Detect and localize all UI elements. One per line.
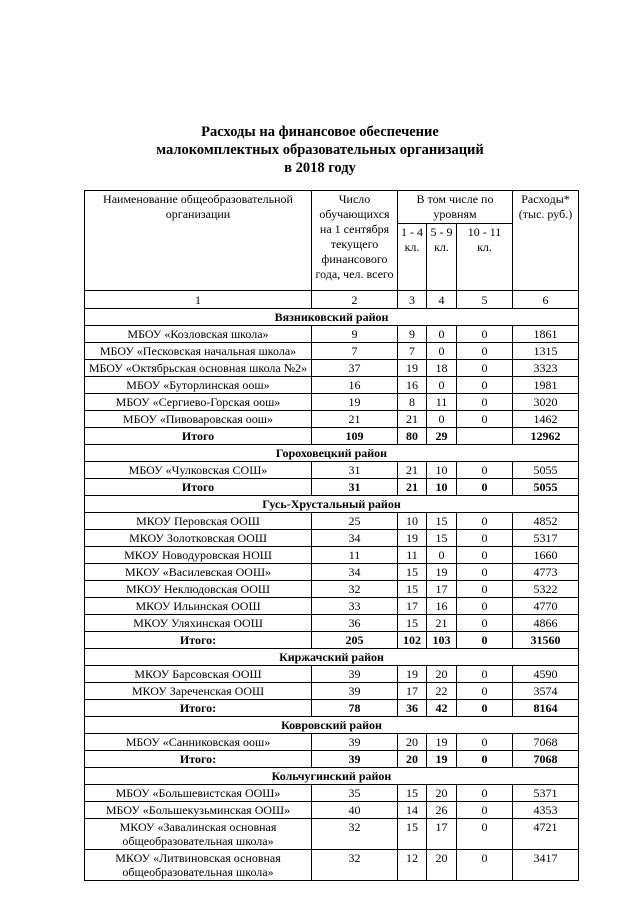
school-name: МКОУ Неклюдовская ООШ (85, 581, 312, 598)
table-row (85, 666, 579, 683)
cell-value: 0 (457, 683, 513, 700)
title-line-1: Расходы на финансовое обеспечение (201, 124, 439, 140)
table-row (85, 377, 579, 394)
cell-value: 15 (427, 513, 457, 530)
table-row (85, 785, 579, 802)
cell-value: 16 (312, 377, 398, 394)
cell-value: 36 (312, 615, 398, 632)
cell-value: 37 (312, 360, 398, 377)
cell-value: 0 (457, 819, 513, 850)
total-value: 10 (427, 479, 457, 496)
table-body (85, 309, 579, 881)
cell-value: 39 (312, 666, 398, 683)
school-name: МКОУ «Василевская ООШ» (85, 564, 312, 581)
cell-value: 20 (427, 850, 457, 881)
total-row (85, 428, 579, 445)
cell-value: 0 (457, 394, 513, 411)
cell-value: 0 (457, 547, 513, 564)
header-name: Наименование общеобразовательной организации (85, 191, 312, 291)
school-name: МКОУ Новодуровская НОШ (85, 547, 312, 564)
cell-value: 21 (312, 411, 398, 428)
school-name: МКОУ Зареченская ООШ (85, 683, 312, 700)
total-row (85, 700, 579, 717)
cell-value: 0 (457, 326, 513, 343)
table-row (85, 615, 579, 632)
table-row (85, 360, 579, 377)
table-row (85, 683, 579, 700)
cell-value: 17 (427, 581, 457, 598)
cell-value: 39 (312, 734, 398, 751)
cell-value: 3020 (513, 394, 579, 411)
cell-value: 15 (398, 819, 427, 850)
cell-value: 32 (312, 581, 398, 598)
document-title (0, 123, 640, 177)
cell-value: 5322 (513, 581, 579, 598)
total-row (85, 632, 579, 649)
cell-value: 21 (398, 411, 427, 428)
cell-value: 1462 (513, 411, 579, 428)
school-name: МБОУ «Козловская школа» (85, 326, 312, 343)
cell-value: 11 (427, 394, 457, 411)
total-value: 205 (312, 632, 398, 649)
cell-value: 34 (312, 564, 398, 581)
total-label: Итого (85, 428, 312, 445)
cell-value: 0 (457, 734, 513, 751)
cell-value: 22 (427, 683, 457, 700)
school-name: МКОУ Перовская ООШ (85, 513, 312, 530)
table-row (85, 581, 579, 598)
total-value: 78 (312, 700, 398, 717)
column-number: 4 (427, 291, 457, 309)
district-header-row (85, 445, 579, 462)
total-value: 39 (312, 751, 398, 768)
cell-value: 7068 (513, 734, 579, 751)
district-name: Гусь-Хрустальный район (85, 496, 579, 513)
total-value (457, 428, 513, 445)
cell-value: 0 (457, 377, 513, 394)
cell-value: 0 (457, 615, 513, 632)
cell-value: 14 (398, 802, 427, 819)
cell-value: 0 (457, 802, 513, 819)
cell-value: 1981 (513, 377, 579, 394)
district-header-row (85, 309, 579, 326)
cell-value: 4773 (513, 564, 579, 581)
cell-value: 19 (398, 666, 427, 683)
total-value: 19 (427, 751, 457, 768)
cell-value: 9 (312, 326, 398, 343)
school-name: МКОУ Золотковская ООШ (85, 530, 312, 547)
cell-value: 1315 (513, 343, 579, 360)
district-name: Киржачский район (85, 649, 579, 666)
header-expenses: Расходы* (тыс. руб.) (513, 191, 579, 291)
cell-value: 7 (398, 343, 427, 360)
school-name: МБОУ «Сергиево-Горская оош» (85, 394, 312, 411)
cell-value: 20 (427, 785, 457, 802)
cell-value: 15 (427, 530, 457, 547)
table-row (85, 734, 579, 751)
school-name: МБОУ «Октябрьская основная школа №2» (85, 360, 312, 377)
district-header-row (85, 768, 579, 785)
cell-value: 0 (457, 785, 513, 802)
total-label: Итого: (85, 700, 312, 717)
cell-value: 0 (457, 581, 513, 598)
table-row (85, 802, 579, 819)
cell-value: 4852 (513, 513, 579, 530)
cell-value: 17 (398, 683, 427, 700)
cell-value: 7 (312, 343, 398, 360)
school-name: МБОУ «Пивоваровская оош» (85, 411, 312, 428)
cell-value: 12 (398, 850, 427, 881)
expenses-table (84, 190, 579, 881)
total-value: 0 (457, 751, 513, 768)
column-number: 2 (312, 291, 398, 309)
cell-value: 31 (312, 462, 398, 479)
cell-value: 0 (457, 530, 513, 547)
school-name: МКОУ Уляхинская ООШ (85, 615, 312, 632)
total-value: 0 (457, 700, 513, 717)
cell-value: 0 (457, 360, 513, 377)
school-name: МБОУ «Чулковская СОШ» (85, 462, 312, 479)
cell-value: 4590 (513, 666, 579, 683)
cell-value: 19 (398, 530, 427, 547)
school-name: МКОУ Барсовская ООШ (85, 666, 312, 683)
school-name: МБОУ «Большекузьминская ООШ» (85, 802, 312, 819)
cell-value: 19 (427, 564, 457, 581)
total-label: Итого (85, 479, 312, 496)
cell-value: 1660 (513, 547, 579, 564)
cell-value: 40 (312, 802, 398, 819)
cell-value: 34 (312, 530, 398, 547)
column-number: 5 (457, 291, 513, 309)
table-row (85, 326, 579, 343)
table-row (85, 411, 579, 428)
cell-value: 3574 (513, 683, 579, 700)
cell-value: 0 (457, 462, 513, 479)
table-row (85, 394, 579, 411)
cell-value: 39 (312, 683, 398, 700)
district-name: Гороховецкий район (85, 445, 579, 462)
district-header-row (85, 717, 579, 734)
cell-value: 0 (457, 513, 513, 530)
total-value: 0 (457, 479, 513, 496)
total-label: Итого: (85, 632, 312, 649)
header-level-5-9: 5 - 9 кл. (427, 224, 457, 291)
cell-value: 8 (398, 394, 427, 411)
cell-value: 11 (398, 547, 427, 564)
total-value: 21 (398, 479, 427, 496)
column-number: 1 (85, 291, 312, 309)
cell-value: 0 (427, 326, 457, 343)
total-value: 36 (398, 700, 427, 717)
table-row (85, 513, 579, 530)
total-value: 20 (398, 751, 427, 768)
cell-value: 0 (427, 343, 457, 360)
cell-value: 15 (398, 581, 427, 598)
cell-value: 9 (398, 326, 427, 343)
cell-value: 21 (427, 615, 457, 632)
total-value: 31 (312, 479, 398, 496)
cell-value: 3323 (513, 360, 579, 377)
total-value: 102 (398, 632, 427, 649)
cell-value: 26 (427, 802, 457, 819)
cell-value: 25 (312, 513, 398, 530)
cell-value: 0 (457, 411, 513, 428)
school-name: МКОУ «Литвиновская основная общеобразовательная школа» (85, 850, 312, 881)
cell-value: 10 (398, 513, 427, 530)
total-value: 31560 (513, 632, 579, 649)
school-name: МКОУ «Завалинская основная общеобразовательная школа» (85, 819, 312, 850)
school-name: МКОУ Ильинская ООШ (85, 598, 312, 615)
cell-value: 0 (427, 411, 457, 428)
school-name: МБОУ «Песковская начальная школа» (85, 343, 312, 360)
cell-value: 19 (427, 734, 457, 751)
cell-value: 5317 (513, 530, 579, 547)
district-header-row (85, 496, 579, 513)
district-name: Вязниковский район (85, 309, 579, 326)
table-row (85, 819, 579, 850)
cell-value: 4770 (513, 598, 579, 615)
total-row (85, 751, 579, 768)
cell-value: 16 (427, 598, 457, 615)
total-value: 80 (398, 428, 427, 445)
cell-value: 16 (398, 377, 427, 394)
total-value: 103 (427, 632, 457, 649)
cell-value: 21 (398, 462, 427, 479)
cell-value: 4721 (513, 819, 579, 850)
cell-value: 20 (427, 666, 457, 683)
total-value: 5055 (513, 479, 579, 496)
cell-value: 20 (398, 734, 427, 751)
total-value: 29 (427, 428, 457, 445)
table-row (85, 850, 579, 881)
total-label: Итого: (85, 751, 312, 768)
cell-value: 5055 (513, 462, 579, 479)
cell-value: 5371 (513, 785, 579, 802)
cell-value: 1861 (513, 326, 579, 343)
table-row (85, 462, 579, 479)
school-name: МБОУ «Буторлинская оош» (85, 377, 312, 394)
table-row (85, 547, 579, 564)
cell-value: 15 (398, 564, 427, 581)
cell-value: 11 (312, 547, 398, 564)
header-level-1-4: 1 - 4 кл. (398, 224, 427, 291)
district-name: Кольчугинский район (85, 768, 579, 785)
cell-value: 19 (398, 360, 427, 377)
total-value: 0 (457, 632, 513, 649)
cell-value: 15 (398, 785, 427, 802)
cell-value: 0 (457, 850, 513, 881)
cell-value: 32 (312, 819, 398, 850)
cell-value: 4866 (513, 615, 579, 632)
table-row (85, 564, 579, 581)
cell-value: 0 (427, 547, 457, 564)
total-value: 12962 (513, 428, 579, 445)
district-name: Ковровский район (85, 717, 579, 734)
table-row (85, 530, 579, 547)
table-row (85, 343, 579, 360)
total-value: 8164 (513, 700, 579, 717)
cell-value: 0 (457, 598, 513, 615)
total-row (85, 479, 579, 496)
total-value: 42 (427, 700, 457, 717)
school-name: МБОУ «Большевистская ООШ» (85, 785, 312, 802)
cell-value: 17 (427, 819, 457, 850)
cell-value: 33 (312, 598, 398, 615)
cell-value: 4353 (513, 802, 579, 819)
cell-value: 0 (457, 564, 513, 581)
school-name: МБОУ «Санниковская оош» (85, 734, 312, 751)
column-numbers-row (85, 291, 579, 309)
cell-value: 10 (427, 462, 457, 479)
total-value: 109 (312, 428, 398, 445)
cell-value: 32 (312, 850, 398, 881)
district-header-row (85, 649, 579, 666)
cell-value: 0 (457, 666, 513, 683)
cell-value: 19 (312, 394, 398, 411)
column-number: 3 (398, 291, 427, 309)
title-line-3: в 2018 году (284, 160, 356, 176)
total-value: 7068 (513, 751, 579, 768)
header-students: Число обучающихся на 1 сентября текущего финансового года, чел. всего (312, 191, 398, 291)
title-line-2: малокомплектных образовательных организаций (156, 142, 484, 158)
cell-value: 3417 (513, 850, 579, 881)
cell-value: 35 (312, 785, 398, 802)
cell-value: 18 (427, 360, 457, 377)
cell-value: 15 (398, 615, 427, 632)
header-level-10-11: 10 - 11 кл. (457, 224, 513, 291)
column-number: 6 (513, 291, 579, 309)
header-levels: В том числе по уровням (398, 191, 513, 224)
cell-value: 17 (398, 598, 427, 615)
cell-value: 0 (427, 377, 457, 394)
cell-value: 0 (457, 343, 513, 360)
table-row (85, 598, 579, 615)
